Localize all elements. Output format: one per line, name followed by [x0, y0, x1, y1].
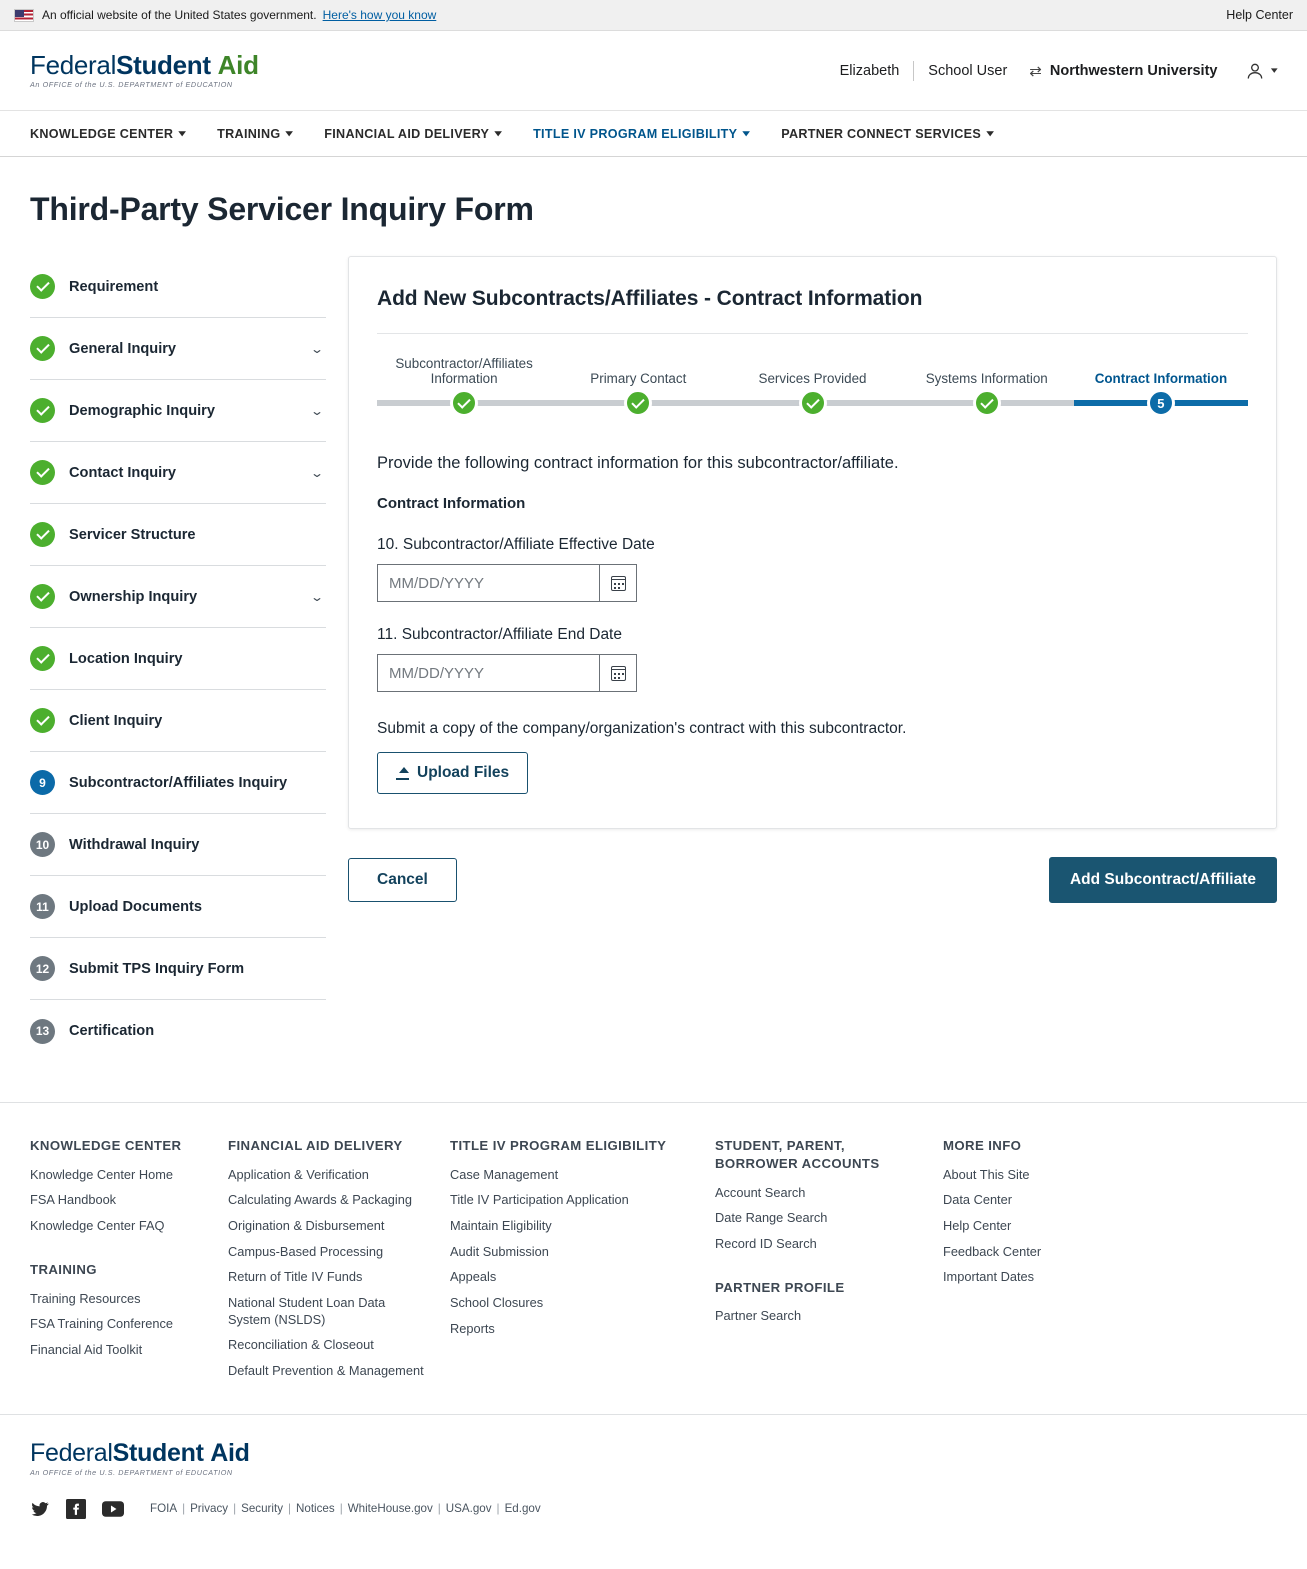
legal-links: FOIA | Privacy | Security | Notices | WhiteHouse.gov | USA.gov | Ed.gov [150, 1502, 541, 1516]
user-name: Elizabeth [839, 62, 900, 79]
footer-column-knowledge-center [30, 1137, 228, 1388]
step-status-done-icon [30, 522, 55, 547]
footer-link[interactable]: Maintain Eligibility [450, 1218, 552, 1234]
footer-heading: FINANCIAL AID DELIVERY [228, 1138, 403, 1153]
sidebar-item-label: Contact Inquiry [69, 464, 177, 481]
user-account-icon[interactable] [1245, 61, 1277, 81]
footer-link[interactable]: Appeals [450, 1269, 497, 1285]
footer-link[interactable]: Data Center [943, 1192, 1012, 1208]
user-role: School User [928, 62, 1008, 79]
logo-subtitle: An OFFICE of the U.S. DEPARTMENT of EDUCATION [30, 80, 233, 90]
nav-label: FINANCIAL AID DELIVERY [324, 126, 490, 141]
sidebar-item-label: Requirement [69, 278, 159, 295]
step-number-badge: 11 [30, 894, 55, 919]
footer-bottom-bar [0, 1414, 1307, 1542]
upload-instruction-text: Submit a copy of the company/organization's contract with this subcontractor. [377, 720, 907, 737]
footer-link[interactable]: Date Range Search [715, 1210, 828, 1226]
wizard-step-contract-information[interactable]: Contract Information [1094, 371, 1228, 386]
footer-link[interactable]: Origination & Disbursement [228, 1218, 385, 1234]
logo-subtitle: An OFFICE of the U.S. DEPARTMENT of EDUCATION [30, 1468, 233, 1478]
step-status-done-icon [30, 584, 55, 609]
chevron-down-icon[interactable]: ⌄ [309, 589, 325, 604]
card-title: Add New Subcontracts/Affiliates - Contract Information [377, 287, 1248, 334]
legal-link-notices[interactable]: Notices [296, 1502, 335, 1516]
footer-link[interactable]: Application & Verification [228, 1166, 369, 1182]
add-subcontract-affiliate-button[interactable]: Add Subcontract/Affiliate [1049, 857, 1277, 903]
wizard-progress-track [377, 395, 1248, 411]
upload-files-label: Upload Files [417, 764, 510, 781]
chevron-down-icon: ▾ [179, 128, 187, 138]
logo-federal: Federal [30, 1439, 113, 1468]
wizard-dot-done-icon[interactable] [799, 389, 827, 417]
sidebar-item-certification[interactable] [30, 1000, 326, 1062]
sidebar-item-label: Client Inquiry [69, 712, 163, 729]
nav-item-training[interactable] [217, 127, 292, 141]
footer-link[interactable]: School Closures [450, 1294, 544, 1310]
footer-link[interactable]: Campus-Based Processing [228, 1243, 384, 1259]
end-date-label: 11. Subcontractor/Affiliate End Date [377, 626, 622, 643]
footer-link[interactable]: Default Prevention & Management [228, 1362, 424, 1378]
dot-wrap [1074, 389, 1248, 417]
footer-link[interactable]: Return of Title IV Funds [228, 1269, 363, 1285]
footer-link[interactable]: FSA Training Conference [30, 1316, 173, 1332]
wizard-step-subcontractor-affiliates-information[interactable]: Subcontractor/Affiliates Information [395, 356, 533, 386]
dot-wrap [725, 389, 899, 417]
step-status-done-icon [30, 398, 55, 423]
youtube-icon[interactable] [102, 1501, 124, 1517]
footer-link[interactable]: Case Management [450, 1166, 559, 1182]
wizard-progress-dots [377, 389, 1248, 417]
chevron-down-icon[interactable]: ⌄ [309, 341, 325, 356]
step-status-done-icon [30, 274, 55, 299]
footer-column-more-info [943, 1137, 1143, 1388]
cancel-button[interactable]: Cancel [348, 858, 457, 902]
nav-item-financial-aid-delivery[interactable] [324, 127, 501, 141]
legal-link-foia[interactable]: FOIA [150, 1502, 178, 1516]
footer-link[interactable]: Knowledge Center Home [30, 1166, 173, 1182]
us-flag-icon [14, 9, 34, 22]
upload-icon [396, 767, 409, 780]
sidebar-item-client-inquiry[interactable] [30, 690, 326, 752]
footer-link[interactable]: Financial Aid Toolkit [30, 1341, 143, 1357]
masthead [0, 31, 1307, 111]
wizard-step-systems-information[interactable]: Systems Information [925, 371, 1048, 386]
chevron-down-icon: ▾ [1271, 65, 1279, 75]
user-org: Northwestern University [1049, 62, 1218, 79]
sidebar-item-ownership-inquiry[interactable] [30, 566, 326, 628]
footer-heading: MORE INFO [943, 1138, 1022, 1153]
step-number-badge: 10 [30, 832, 55, 857]
dot-wrap [377, 389, 551, 417]
chevron-down-icon: ▾ [286, 128, 294, 138]
sidebar-item-label: Certification [69, 1023, 155, 1039]
effective-date-field [377, 564, 637, 602]
wizard-step-services-provided[interactable]: Services Provided [758, 371, 867, 386]
effective-date-input[interactable] [377, 564, 599, 602]
facebook-icon[interactable] [66, 1499, 86, 1519]
footer-link[interactable]: Account Search [715, 1184, 806, 1200]
how-you-know-link[interactable]: Here's how you know [322, 8, 437, 22]
step-number-badge: 9 [30, 770, 55, 795]
footer-link[interactable]: Feedback Center [943, 1243, 1042, 1259]
chevron-down-icon[interactable]: ⌄ [309, 465, 325, 480]
footer-link[interactable]: FSA Handbook [30, 1192, 117, 1208]
sidebar-item-submit-tps-inquiry-form[interactable] [30, 938, 326, 1000]
footer-link[interactable]: Record ID Search [715, 1235, 817, 1251]
footer-link[interactable]: Reconciliation & Closeout [228, 1337, 374, 1353]
footer-link[interactable]: Knowledge Center FAQ [30, 1218, 165, 1234]
sidebar-item-label: General Inquiry [69, 340, 177, 357]
logo-aid: Aid [217, 50, 259, 81]
wizard-progress-labels [377, 356, 1248, 386]
wizard-progress [377, 356, 1248, 411]
nav-label: KNOWLEDGE CENTER [30, 126, 174, 141]
step-number-badge: 13 [30, 1019, 55, 1044]
wizard-dot-done-icon[interactable] [624, 389, 652, 417]
legal-link-privacy[interactable]: Privacy [190, 1502, 229, 1516]
contract-information-card [348, 256, 1277, 829]
logo-student: Student [116, 50, 211, 81]
logo-aid: Aid [210, 1439, 250, 1468]
footer-link[interactable]: National Student Loan Data System (NSLDS) [228, 1294, 386, 1327]
footer-link[interactable]: Audit Submission [450, 1243, 549, 1259]
step-number-badge: 12 [30, 956, 55, 981]
sidebar-item-label: Withdrawal Inquiry [69, 836, 200, 853]
end-date-input[interactable] [377, 654, 599, 692]
instruction-text: Provide the following contract information for this subcontractor/affiliate. [377, 454, 899, 472]
footer-link[interactable]: Calculating Awards & Packaging [228, 1192, 413, 1208]
dot-wrap [551, 389, 725, 417]
sidebar-item-label: Servicer Structure [69, 526, 196, 543]
sidebar-item-servicer-structure[interactable] [30, 504, 326, 566]
logo-student: Student [112, 1439, 204, 1468]
footer-heading: PARTNER PROFILE [715, 1279, 845, 1295]
legal-link-security[interactable]: Security [241, 1502, 283, 1516]
wizard-dot-done-icon[interactable] [450, 389, 478, 417]
footer-column-accounts [715, 1137, 943, 1388]
sidebar-item-label: Upload Documents [69, 898, 202, 915]
step-status-done-icon [30, 336, 55, 361]
form-actions [348, 857, 1277, 903]
end-date-field [377, 654, 637, 692]
sidebar-item-contact-inquiry[interactable] [30, 442, 326, 504]
social-links [30, 1499, 124, 1519]
footer-link[interactable]: About This Site [943, 1166, 1030, 1182]
sidebar-item-demographic-inquiry[interactable] [30, 380, 326, 442]
help-center-link[interactable]: Help Center [1226, 8, 1293, 22]
fsa-logo[interactable] [30, 52, 259, 88]
footer-heading: KNOWLEDGE CENTER [30, 1138, 182, 1153]
end-date-calendar-icon[interactable] [599, 654, 637, 692]
form-step-sidebar [30, 256, 326, 1062]
chevron-down-icon: ▾ [743, 128, 751, 138]
footer-column-financial-aid-delivery [228, 1137, 450, 1388]
content-area [0, 228, 1307, 1102]
footer-heading: STUDENT, PARENT, BORROWER ACCOUNTS [715, 1138, 880, 1171]
sidebar-item-requirement[interactable] [30, 256, 326, 318]
wizard-step-primary-contact[interactable]: Primary Contact [590, 371, 687, 386]
main-nav [0, 111, 1307, 157]
effective-date-label: 10. Subcontractor/Affiliate Effective Date [377, 536, 655, 553]
footer-heading: TITLE IV PROGRAM ELIGIBILITY [450, 1138, 667, 1153]
sidebar-item-withdrawal-inquiry[interactable] [30, 814, 326, 876]
legal-link-usagov[interactable]: USA.gov [445, 1502, 492, 1516]
footer-link[interactable]: Important Dates [943, 1269, 1035, 1285]
footer-heading: TRAINING [30, 1261, 97, 1277]
page-title: Third-Party Servicer Inquiry Form [30, 191, 534, 227]
step-status-done-icon [30, 708, 55, 733]
nav-label: TITLE IV PROGRAM ELIGIBILITY [533, 126, 738, 141]
dot-wrap [900, 389, 1074, 417]
swap-icon[interactable]: ⇄ [1029, 62, 1042, 80]
user-bar [826, 61, 1277, 81]
footer-link[interactable]: Reports [450, 1320, 495, 1336]
fsa-logo-footer[interactable] [30, 1441, 1277, 1476]
sidebar-item-subcontractor-affiliates-inquiry[interactable] [30, 752, 326, 814]
chevron-down-icon: ▾ [495, 128, 503, 138]
wizard-dot-done-icon[interactable] [973, 389, 1001, 417]
twitter-icon[interactable] [30, 1500, 50, 1518]
nav-item-title-iv-program-eligibility[interactable] [533, 127, 749, 141]
legal-link-edgov[interactable]: Ed.gov [504, 1502, 541, 1516]
site-footer [0, 1102, 1307, 1414]
wizard-dot-current[interactable]: 5 [1147, 389, 1175, 417]
legal-row [30, 1499, 1277, 1519]
sidebar-item-location-inquiry[interactable] [30, 628, 326, 690]
legal-link-whitehouse[interactable]: WhiteHouse.gov [347, 1502, 433, 1516]
footer-link[interactable]: Title IV Participation Application [450, 1192, 629, 1208]
footer-link[interactable]: Partner Search [715, 1308, 802, 1324]
chevron-down-icon: ▾ [986, 128, 995, 138]
effective-date-calendar-icon[interactable] [599, 564, 637, 602]
gov-banner [0, 0, 1307, 31]
footer-column-title-iv-program-eligibility [450, 1137, 715, 1388]
sidebar-item-label: Ownership Inquiry [69, 588, 198, 605]
main-panel [348, 256, 1277, 903]
nav-label: PARTNER CONNECT SERVICES [781, 126, 982, 141]
nav-item-partner-connect-services[interactable] [781, 127, 993, 141]
upload-files-button[interactable] [377, 752, 528, 794]
logo-federal: Federal [30, 50, 117, 81]
footer-link[interactable]: Help Center [943, 1218, 1012, 1234]
sidebar-item-upload-documents[interactable] [30, 876, 326, 938]
sidebar-item-label: Location Inquiry [69, 650, 183, 667]
section-heading: Contract Information [377, 495, 526, 512]
step-status-done-icon [30, 646, 55, 671]
gov-banner-text: An official website of the United States government. [42, 8, 317, 22]
sidebar-item-label: Submit TPS Inquiry Form [69, 960, 245, 977]
sidebar-item-general-inquiry[interactable] [30, 318, 326, 380]
nav-item-knowledge-center[interactable] [30, 127, 185, 141]
nav-label: TRAINING [217, 126, 281, 141]
footer-link[interactable]: Training Resources [30, 1290, 141, 1306]
step-status-done-icon [30, 460, 55, 485]
sidebar-item-label: Subcontractor/Affiliates Inquiry [69, 774, 288, 791]
chevron-down-icon[interactable]: ⌄ [309, 403, 325, 418]
sidebar-item-label: Demographic Inquiry [69, 402, 215, 419]
